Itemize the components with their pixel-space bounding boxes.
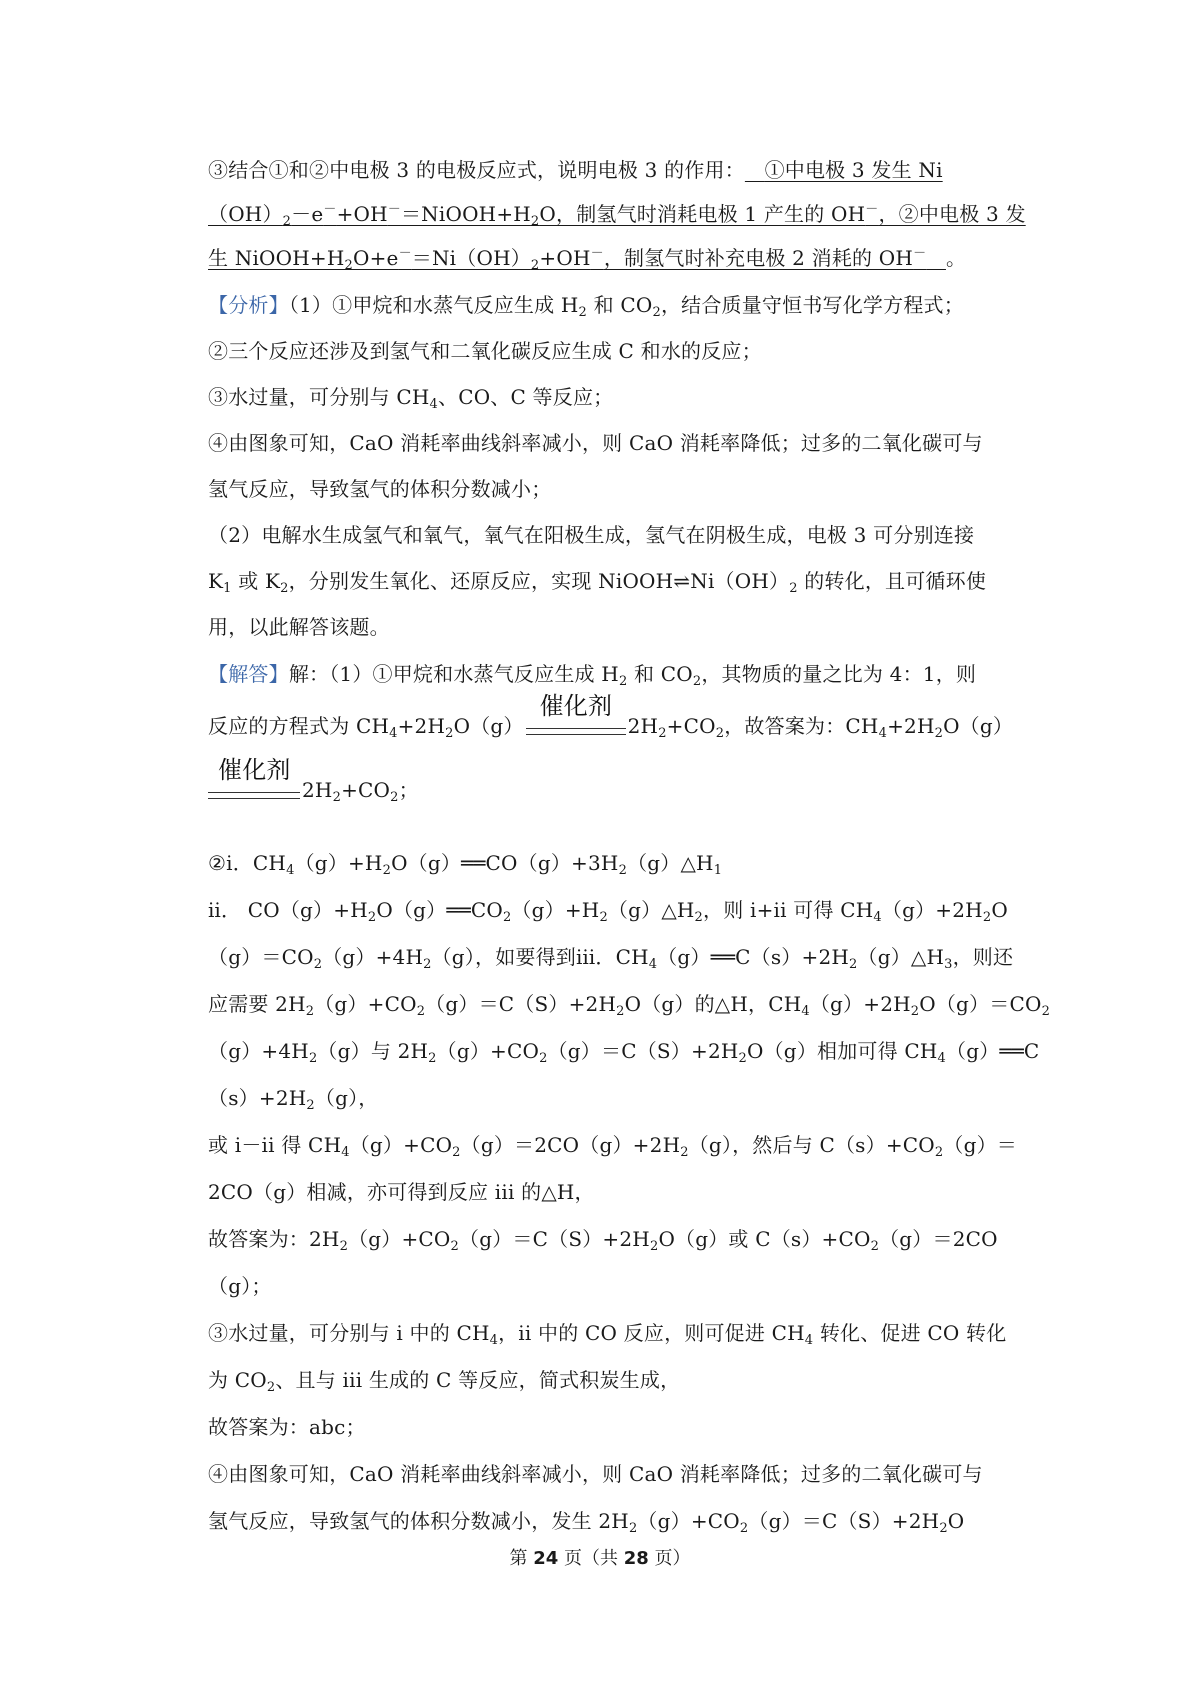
page-number: 24 xyxy=(533,1548,559,1569)
text-line-20: $(s)+2H_2(g)$， xyxy=(208,1086,379,1113)
catalyst-label: 催化剂 xyxy=(539,691,613,720)
text-line-7: ④由图象可知，CaO 消耗率曲线斜率减小，则 CaO 消耗率降低；过多的二氧化碳可与 xyxy=(208,431,983,455)
answer-line: 【解答】解：（1）①甲烷和水蒸气反应生成 $H_2$ 和 $CO_2$，其物质的量之比为 4：1，则 xyxy=(208,662,977,689)
analysis-tag: 【分析】 xyxy=(208,293,289,317)
catalyst-arrow xyxy=(526,691,626,742)
equation-line-2: 催化剂 $2H_2+CO_2$； xyxy=(208,776,1026,806)
page-total: 28 xyxy=(623,1548,649,1569)
text-line-9: （2）电解水生成氢气和氧气，氧气在阳极生成，氢气在阴极生成，电极 3 可分别连接 xyxy=(208,523,975,547)
page-footer: 第 24 页（共 28 页） xyxy=(509,1548,691,1569)
text-line-25: ③水过量，可分别与 i 中的 $CH_4$，ii 中的 CO 反应，则可促进 $CH_4$ 转化、促进 CO 转化 xyxy=(208,1321,1007,1348)
text-line-23: 故答案为：$2H_2(g)+CO_2(g)=C(S)+2H_2O(g)$或 $C(s)+CO_2(g)=2CO$ xyxy=(208,1227,998,1254)
text-line-24: （g）； xyxy=(208,1274,272,1298)
text-line-18: 应需要 $2H_2(g)+CO_2(g)=C(S)+2H_2O(g)$的△H，$CH_4(g)+2H_2O(g)=CO_2$ xyxy=(208,992,1051,1019)
text-line-27: 故答案为：abc； xyxy=(208,1415,366,1439)
equation-line: 反应的方程式为 $CH_4+2H_2O(g)$ 催化剂 $2H_2+CO_2$，故答案为：$CH_4+2H_2O(g)$ xyxy=(208,691,1014,741)
text-line-22: 2CO（g）相减，亦可得到反应 iii 的△H， xyxy=(208,1180,595,1204)
text-line-10: $K_1$ 或 $K_2$，分别发生氧化、还原反应，实现 $NiOOH\rightleftharpoons Ni(OH)_2$ 的转化，且可循环使 xyxy=(208,569,987,596)
catalyst-arrow xyxy=(208,755,300,806)
text-segment: ③结合①和②中电极 3 的电极反应式，说明电极 3 的作用： xyxy=(208,158,745,182)
text-line-21: 或 i－ii 得 $CH_4(g)+CO_2(g)=2CO(g)+2H_2(g)$，然后与 $C(s)+CO_2(g)=$ xyxy=(208,1133,1017,1160)
catalyst-label: 催化剂 xyxy=(218,755,291,784)
text-line-6: ③水过量，可分别与 $CH_4$、CO、C 等反应； xyxy=(208,385,614,412)
text-line-11: 用，以此解答该题。 xyxy=(208,615,390,639)
text-line-5: ②三个反应还涉及到氢气和二氧化碳反应生成 C 和水的反应； xyxy=(208,339,762,363)
text-line-28: ④由图象可知，CaO 消耗率曲线斜率减小，则 CaO 消耗率降低；过多的二氧化碳可与 xyxy=(208,1462,983,1486)
text-line-19: $(g)+4H_2(g)$与 $2H_2(g)+CO_2(g)=C(S)+2H_2O(g)$相加可得 $CH_4(g)══C$ xyxy=(208,1039,1040,1066)
text-line-16: ⅱ． $CO(g)+H_2O(g)══CO_2(g)+H_2(g)\triangle H_2$，则 i+ii 可得 $CH_4(g)+2H_2O$ xyxy=(208,898,1008,925)
answer-underlined: ①中电极 3 发生 Ni xyxy=(764,158,943,182)
text-line-26: 为 $CO_2$、且与 iii 生成的 C 等反应，简式积炭生成， xyxy=(208,1368,681,1395)
answer-tag: 【解答】 xyxy=(208,662,289,686)
text-line-15: ②ⅰ．$CH_4(g)+H_2O(g)══CO(g)+3H_2(g)\triangle H_1$ xyxy=(208,851,723,878)
text-line-17: $(g)=CO_2(g)+4H_2(g)$，如要得到ⅲ．$CH_4(g)══C(s)+2H_2(g)\triangle H_3$，则还 xyxy=(208,945,1014,972)
text-line-29: 氢气反应，导致氢气的体积分数减小，发生 $2H_2(g)+CO_2(g)=C(S)+2H_2O$ xyxy=(208,1509,965,1536)
text-line-3: 生 $NiOOH+H_2O+e^-=Ni(OH)_2+OH^-$，制氢气时补充电极 2 消耗的 OH－ 。 xyxy=(208,246,967,273)
text-line-8: 氢气反应，导致氢气的体积分数减小； xyxy=(208,477,552,501)
text-line-2: $(OH)_2-e^-+OH^-=NiOOH+H_2O$，制氢气时消耗电极 1 产生的 OH－，②中电极 3 发 xyxy=(208,202,1026,229)
analysis-line: 【分析】（1）①甲烷和水蒸气反应生成 $H_2$ 和 $CO_2$，结合质量守恒书写化学方程式； xyxy=(208,293,964,320)
text-line-1 xyxy=(208,156,1026,184)
